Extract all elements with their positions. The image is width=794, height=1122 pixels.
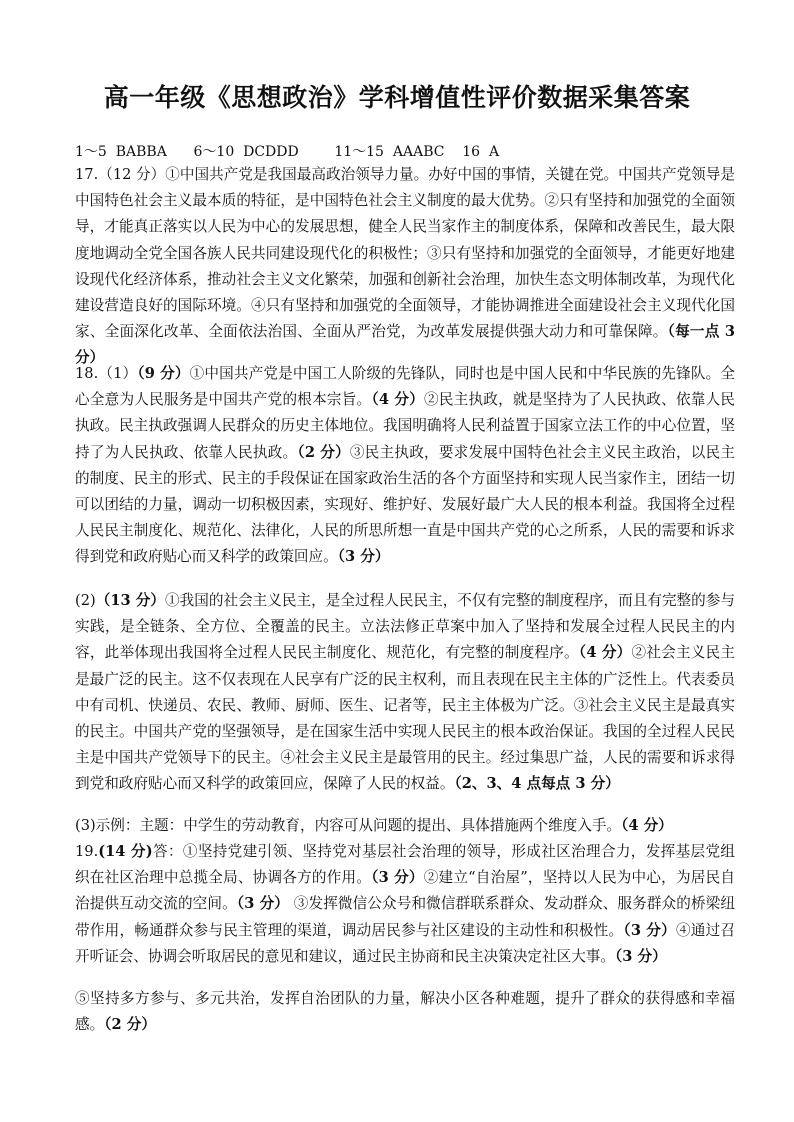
- question-18-1-score-2: （2 分）: [297, 443, 350, 461]
- question-18-3-answer: [75, 813, 735, 839]
- question-19-point-5-text: ⑤坚持多方参与、多元共治，发挥自治团队的力量，解决小区各种难题，提升了群众的获得感和幸福感。: [75, 990, 735, 1034]
- question-19-point-5-score: （2 分）: [104, 1016, 156, 1034]
- question-19-score-2: （3 分）: [236, 895, 290, 913]
- question-18-3-text: (3)示例：主题：中学生的劳动教育，内容可从问题的提出、具体措施两个维度入手。: [75, 817, 622, 834]
- question-18-2-answer: [75, 588, 735, 798]
- question-17-score: （每一点 3 分）: [75, 323, 735, 367]
- question-17-answer: [75, 162, 735, 372]
- question-19-score-1: （3 分）: [371, 869, 424, 887]
- question-19-score-head: (14 分): [98, 843, 153, 860]
- question-18-1-answer: [75, 361, 735, 571]
- choice-answers: 1～5 BABBA 6～10 DCDDD 11～15 AAABC 16 A: [75, 144, 500, 160]
- question-17-number: 17.（12 分）: [75, 166, 166, 183]
- question-18-1-point-2: ②民主执政，就是坚持为了人民执政、依靠人民执政。民主执政强调人民群众的历史主体地位。我国明确将人民利益置于国家立法工作的中心位置，坚持了为人民执政、依靠人民执政。: [75, 391, 735, 461]
- question-19-answer: [75, 839, 735, 970]
- question-18-2-point-1: ①我国的社会主义民主，是全过程人民民主，不仅有完整的制度程序，而且有完整的参与实践，是全链条、全方位、全覆盖的民主。立法法修正草案中加入了坚持和发展全过程人民民主的内容，此举体现出我国将全过程人民民主制度化、规范化，有完整的制度程序。: [75, 592, 736, 662]
- question-19-score-4: （3 分）: [614, 947, 667, 965]
- question-18-2-score-1: （4 分）: [578, 644, 632, 662]
- question-19-point-1: 答：①坚持党建引领、坚持党对基层社会治理的领导，形成社区治理合力，发挥基层党组织在社区治理中总揽全局、协调各方的作用。: [75, 843, 735, 887]
- question-19-number: 19.: [75, 843, 99, 860]
- question-18-1-score-3: （3 分）: [337, 548, 390, 566]
- question-18-1-point-3: ③民主执政，要求发展中国特色社会主义民主政治，以民主的制度、民主的形式、民主的手段保证在国家政治生活的各个方面坚持和实现人民当家作主，团结一切可以团结的力量，调动一切积极因素，实现好、维护好、发展好最广大人民的根本利益。我国将全过程人民民主制度化、规范化、法律化，人民的所思所想一直是中国共产党的心之所系，人民的需要和诉求得到党和政府贴心而又科学的政策回应。: [75, 443, 735, 566]
- question-18-1-point-1: ①中国共产党是中国工人阶级的先锋队，同时也是中国人民和中华民族的先锋队。全心全意为人民服务是中国共产党的根本宗旨。: [75, 365, 736, 409]
- question-18-2-number: (2): [75, 592, 96, 609]
- question-18-3-score: （4 分）: [621, 817, 673, 834]
- question-18-1-score-1: （4 分）: [371, 391, 425, 409]
- question-19-point-2: ②建立“自治屋”，坚持以人民为中心，为居民自治提供互动交流的空间。: [75, 869, 735, 913]
- question-19-point-3: ③发挥微信公众号和微信群联系群众、发动群众、服务群众的桥梁纽带作用，畅通群众参与民主管理的渠道，调动居民参与社区建设的主动性和积极性。: [75, 895, 735, 939]
- question-18-2-score-head: （13 分）: [95, 592, 165, 609]
- question-17-text: ①中国共产党是我国最高政治领导力量。办好中国的事情，关键在党。中国共产党领导是中国特色社会主义最本质的特征，是中国特色社会主义制度的最大优势。②只有坚持和加强党的全面领导，才能真正落实以人民为中心的发展思想，健全人民当家作主的制度体系，保障和改善民生，最大限度地调动全党全国各族人民共同建设现代化的积极性；③只有坚持和加强党的全面领导，才能更好地建设现代化经济体系，推动社会主义文化繁荣，加强和创新社会治理，加快生态文明体制改革，为现代化建设营造良好的国际环境。④只有坚持和加强党的全面领导，才能协调推进全面建设社会主义现代化国家、全面深化改革、全面依法治国、全面从严治党，为改革发展提供强大动力和可靠保障。: [75, 166, 735, 341]
- question-19-point-5-answer: [75, 986, 735, 1038]
- page-title: 高一年级《思想政治》学科增值性评价数据采集答案: [103, 83, 691, 112]
- question-19-score-3: （3 分）: [623, 921, 676, 939]
- question-18-2-score-2: （2、3、4 点每点 3 分）: [454, 775, 620, 793]
- question-18-2-point-2: ②社会主义民主是最广泛的民主。这不仅表现在人民享有广泛的民主权利，而且表现在民主主体的广泛性上。代表委员中有司机、快递员、农民、教师、厨师、医生、记者等，民主主体极为广泛。③社会主义民主是最真实的民主。中国共产党的坚强领导，是在国家生活中实现人民民主的根本政治保证。我国的全过程人民民主是中国共产党领导下的民主。④社会主义民主是最管用的民主。经过集思广益，人民的需要和诉求得到党和政府贴心而又科学的政策回应，保障了人民的权益。: [75, 644, 735, 793]
- question-19-point-4: ④通过召开听证会、协调会听取居民的意见和建议，通过民主协商和民主决策决定社区大事。: [75, 921, 735, 965]
- question-18-1-score-head: （9 分）: [137, 365, 190, 382]
- question-18-1-number: 18.（1）: [75, 365, 138, 382]
